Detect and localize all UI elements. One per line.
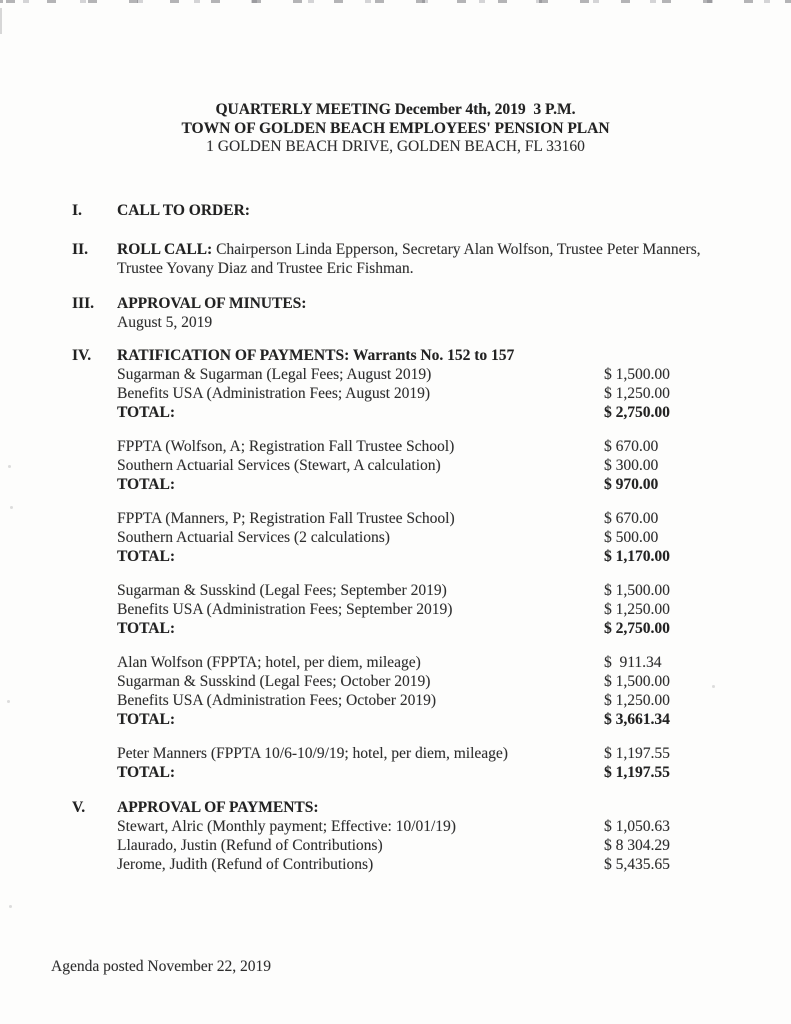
total-amount: $ 1,197.55 [604, 763, 670, 781]
payment-label: Benefits USA (Administration Fees; August 2019) [117, 384, 431, 402]
payment-group [117, 365, 715, 422]
payment-row [117, 817, 715, 836]
total-label: TOTAL: [117, 403, 175, 421]
payment-row [117, 653, 715, 672]
payment-group [117, 744, 715, 782]
payment-label: Benefits USA (Administration Fees; September 2019) [117, 600, 453, 618]
section-numeral: V. [72, 798, 86, 816]
payment-amount: $ 670.00 [604, 509, 659, 527]
section-approval-of-payments [72, 798, 715, 874]
payment-row [117, 600, 715, 619]
scan-artifact-speckle [9, 905, 12, 908]
document-header [0, 0, 791, 157]
scan-artifact-speckle [8, 465, 11, 468]
payment-amount: $ 5,435.65 [604, 855, 670, 873]
section-approval-of-minutes [72, 294, 715, 332]
total-label: TOTAL: [117, 547, 175, 565]
scan-artifact-speckle [7, 700, 10, 703]
total-amount: $ 1,170.00 [604, 547, 670, 565]
payment-group [117, 437, 715, 494]
scan-artifact-speckle [10, 506, 13, 509]
payment-label: FPPTA (Manners, P; Registration Fall Trustee School) [117, 509, 455, 527]
section-text: August 5, 2019 [117, 313, 213, 331]
footer-text: Agenda posted November 22, 2019 [51, 958, 271, 975]
scan-artifact-left-edge [0, 8, 2, 34]
section-call-to-order [72, 201, 715, 220]
organization-name: TOWN OF GOLDEN BEACH EMPLOYEES' PENSION PLAN [181, 119, 610, 137]
payment-row [117, 744, 715, 763]
total-row [117, 475, 715, 494]
section-roll-call [72, 240, 715, 278]
total-label: TOTAL: [117, 475, 175, 493]
payment-amount: $ 1,050.63 [604, 817, 670, 835]
section-numeral: III. [72, 294, 94, 312]
payment-amount: $ 1,250.00 [604, 600, 670, 618]
section-title: RATIFICATION OF PAYMENTS: Warrants No. 152 to 157 [117, 346, 515, 364]
payment-amount: $ 670.00 [604, 437, 659, 455]
payment-row [117, 691, 715, 710]
payment-row [117, 836, 715, 855]
payment-amount: $ 1,250.00 [604, 691, 670, 709]
scan-artifact-speckle [712, 685, 715, 688]
payment-label: Southern Actuarial Services (Stewart, A calculation) [117, 456, 441, 474]
section-title: APPROVAL OF MINUTES: [117, 294, 307, 312]
section-title: APPROVAL OF PAYMENTS: [117, 798, 319, 816]
total-row [117, 619, 715, 638]
section-title: CALL TO ORDER: [117, 201, 250, 219]
payment-label: FPPTA (Wolfson, A; Registration Fall Trustee School) [117, 437, 455, 455]
payment-label: Peter Manners (FPPTA 10/6-10/9/19; hotel, per diem, mileage) [117, 744, 508, 762]
payment-label: Jerome, Judith (Refund of Contributions) [117, 855, 374, 873]
agenda-body [72, 201, 715, 874]
total-amount: $ 2,750.00 [604, 619, 670, 637]
meeting-title: QUARTERLY MEETING December 4th, 2019 3 P.M. [215, 101, 576, 118]
total-amount: $ 970.00 [604, 475, 659, 493]
total-amount: $ 3,661.34 [604, 710, 670, 728]
payment-amount: $ 1,500.00 [604, 672, 670, 690]
payment-amount: $ 911.34 [604, 653, 662, 671]
payment-row [117, 855, 715, 874]
total-row [117, 710, 715, 729]
section-numeral: IV. [72, 346, 92, 364]
payment-amount: $ 1,500.00 [604, 365, 670, 383]
total-row [117, 547, 715, 566]
agenda-posted-note [51, 957, 271, 976]
payment-amount: $ 500.00 [604, 528, 659, 546]
section-title: ROLL CALL: [117, 240, 213, 258]
payment-label: Sugarman & Sugarman (Legal Fees; August 2019) [117, 365, 432, 383]
payment-label: Sugarman & Susskind (Legal Fees; September 2019) [117, 581, 447, 599]
payment-amount: $ 1,250.00 [604, 384, 670, 402]
section-numeral: II. [72, 240, 88, 258]
payment-amount: $ 1,500.00 [604, 581, 670, 599]
section-text: Chairperson Linda Epperson, Secretary Alan Wolfson, Trustee Peter Manners, Trustee Yovany Diaz and Trustee Eric Fishman. [117, 240, 701, 277]
payment-label: Sugarman & Susskind (Legal Fees; October 2019) [117, 672, 431, 690]
payment-row [117, 456, 715, 475]
payment-amount: $ 300.00 [604, 456, 659, 474]
total-label: TOTAL: [117, 619, 175, 637]
organization-address: 1 GOLDEN BEACH DRIVE, GOLDEN BEACH, FL 33160 [206, 138, 585, 155]
payment-label: Alan Wolfson (FPPTA; hotel, per diem, mileage) [117, 653, 421, 671]
payment-row [117, 581, 715, 600]
section-numeral: I. [72, 201, 82, 219]
payment-row [117, 437, 715, 456]
payment-group [117, 653, 715, 729]
payment-row [117, 672, 715, 691]
payment-label: Benefits USA (Administration Fees; October 2019) [117, 691, 436, 709]
payment-label: Llaurado, Justin (Refund of Contributions) [117, 836, 383, 854]
payment-label: Stewart, Alric (Monthly payment; Effective: 10/01/19) [117, 817, 456, 835]
payment-amount: $ 8 304.29 [604, 836, 670, 854]
total-row [117, 403, 715, 422]
scan-artifact-top-edge [0, 0, 791, 3]
payment-amount: $ 1,197.55 [604, 744, 670, 762]
payment-label: Southern Actuarial Services (2 calculations) [117, 528, 390, 546]
total-row [117, 763, 715, 782]
total-label: TOTAL: [117, 763, 175, 781]
section-ratification-of-payments [72, 346, 715, 782]
payment-row [117, 384, 715, 403]
payment-row [117, 365, 715, 384]
total-amount: $ 2,750.00 [604, 403, 670, 421]
payment-row [117, 528, 715, 547]
payment-group [117, 581, 715, 638]
payment-row [117, 509, 715, 528]
total-label: TOTAL: [117, 710, 175, 728]
payment-group [117, 509, 715, 566]
